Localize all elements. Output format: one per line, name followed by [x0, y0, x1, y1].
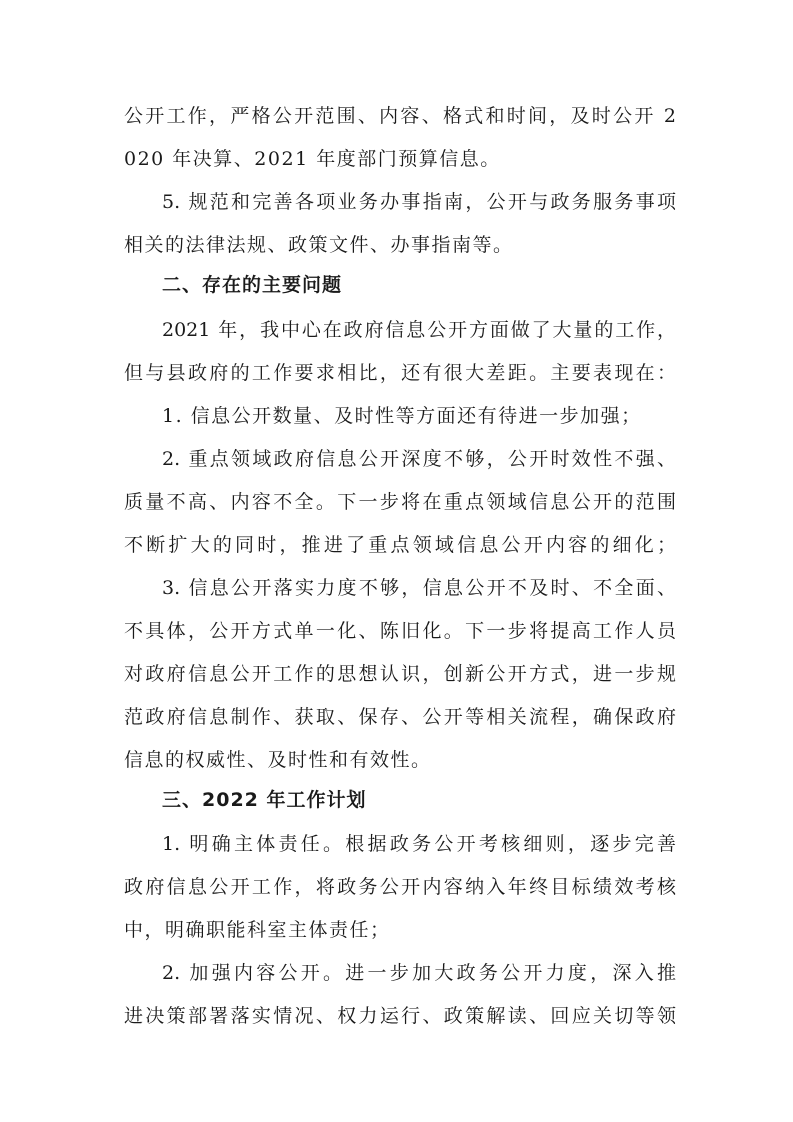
list-item-2: 2. 重点领域政府信息公开深度不够，公开时效性不强、 — [162, 448, 676, 470]
text-line: 政府信息公开工作，将政务公开内容纳入年终目标绩效考核 — [124, 876, 676, 898]
text-line: 范政府信息制作、获取、保存、公开等相关流程，确保政府 — [124, 706, 676, 728]
plan-item-1: 1. 明确主体责任。根据政务公开考核细则，逐步完善 — [162, 833, 676, 855]
text-line: 质量不高、内容不全。下一步将在重点领域信息公开的范围 — [124, 491, 676, 513]
text-line: 不断扩大的同时，推进了重点领域信息公开内容的细化； — [124, 534, 676, 556]
list-item-3: 3. 信息公开落实力度不够，信息公开不及时、不全面、 — [162, 577, 676, 599]
section-heading-problems: 二、存在的主要问题 — [162, 274, 343, 296]
text-line: 020 年决算、2021 年度部门预算信息。 — [124, 148, 501, 170]
text-line: 信息的权威性、及时性和有效性。 — [124, 749, 432, 771]
text-line: 对政府信息公开工作的思想认识，创新公开方式，进一步规 — [124, 663, 676, 685]
text-line: 但与县政府的工作要求相比，还有很大差距。主要表现在： — [124, 362, 676, 384]
list-item-5: 5. 规范和完善各项业务办事指南，公开与政务服务事项 — [162, 191, 676, 213]
section-heading-plan: 三、2022 年工作计划 — [162, 789, 367, 811]
plan-item-2: 2. 加强内容公开。进一步加大政务公开力度，深入推 — [162, 962, 676, 984]
text-line: 中，明确职能科室主体责任； — [124, 919, 391, 941]
paragraph-intro: 2021 年，我中心在政府信息公开方面做了大量的工作， — [162, 319, 676, 341]
text-line: 进决策部署落实情况、权力运行、政策解读、回应关切等领 — [124, 1005, 676, 1027]
text-line: 公开工作，严格公开范围、内容、格式和时间，及时公开 2 — [124, 105, 676, 127]
text-line: 不具体，公开方式单一化、陈旧化。下一步将提高工作人员 — [124, 620, 676, 642]
text-line: 相关的法律法规、政策文件、办事指南等。 — [124, 234, 514, 256]
list-item-1: 1. 信息公开数量、及时性等方面还有待进一步加强； — [162, 405, 642, 427]
